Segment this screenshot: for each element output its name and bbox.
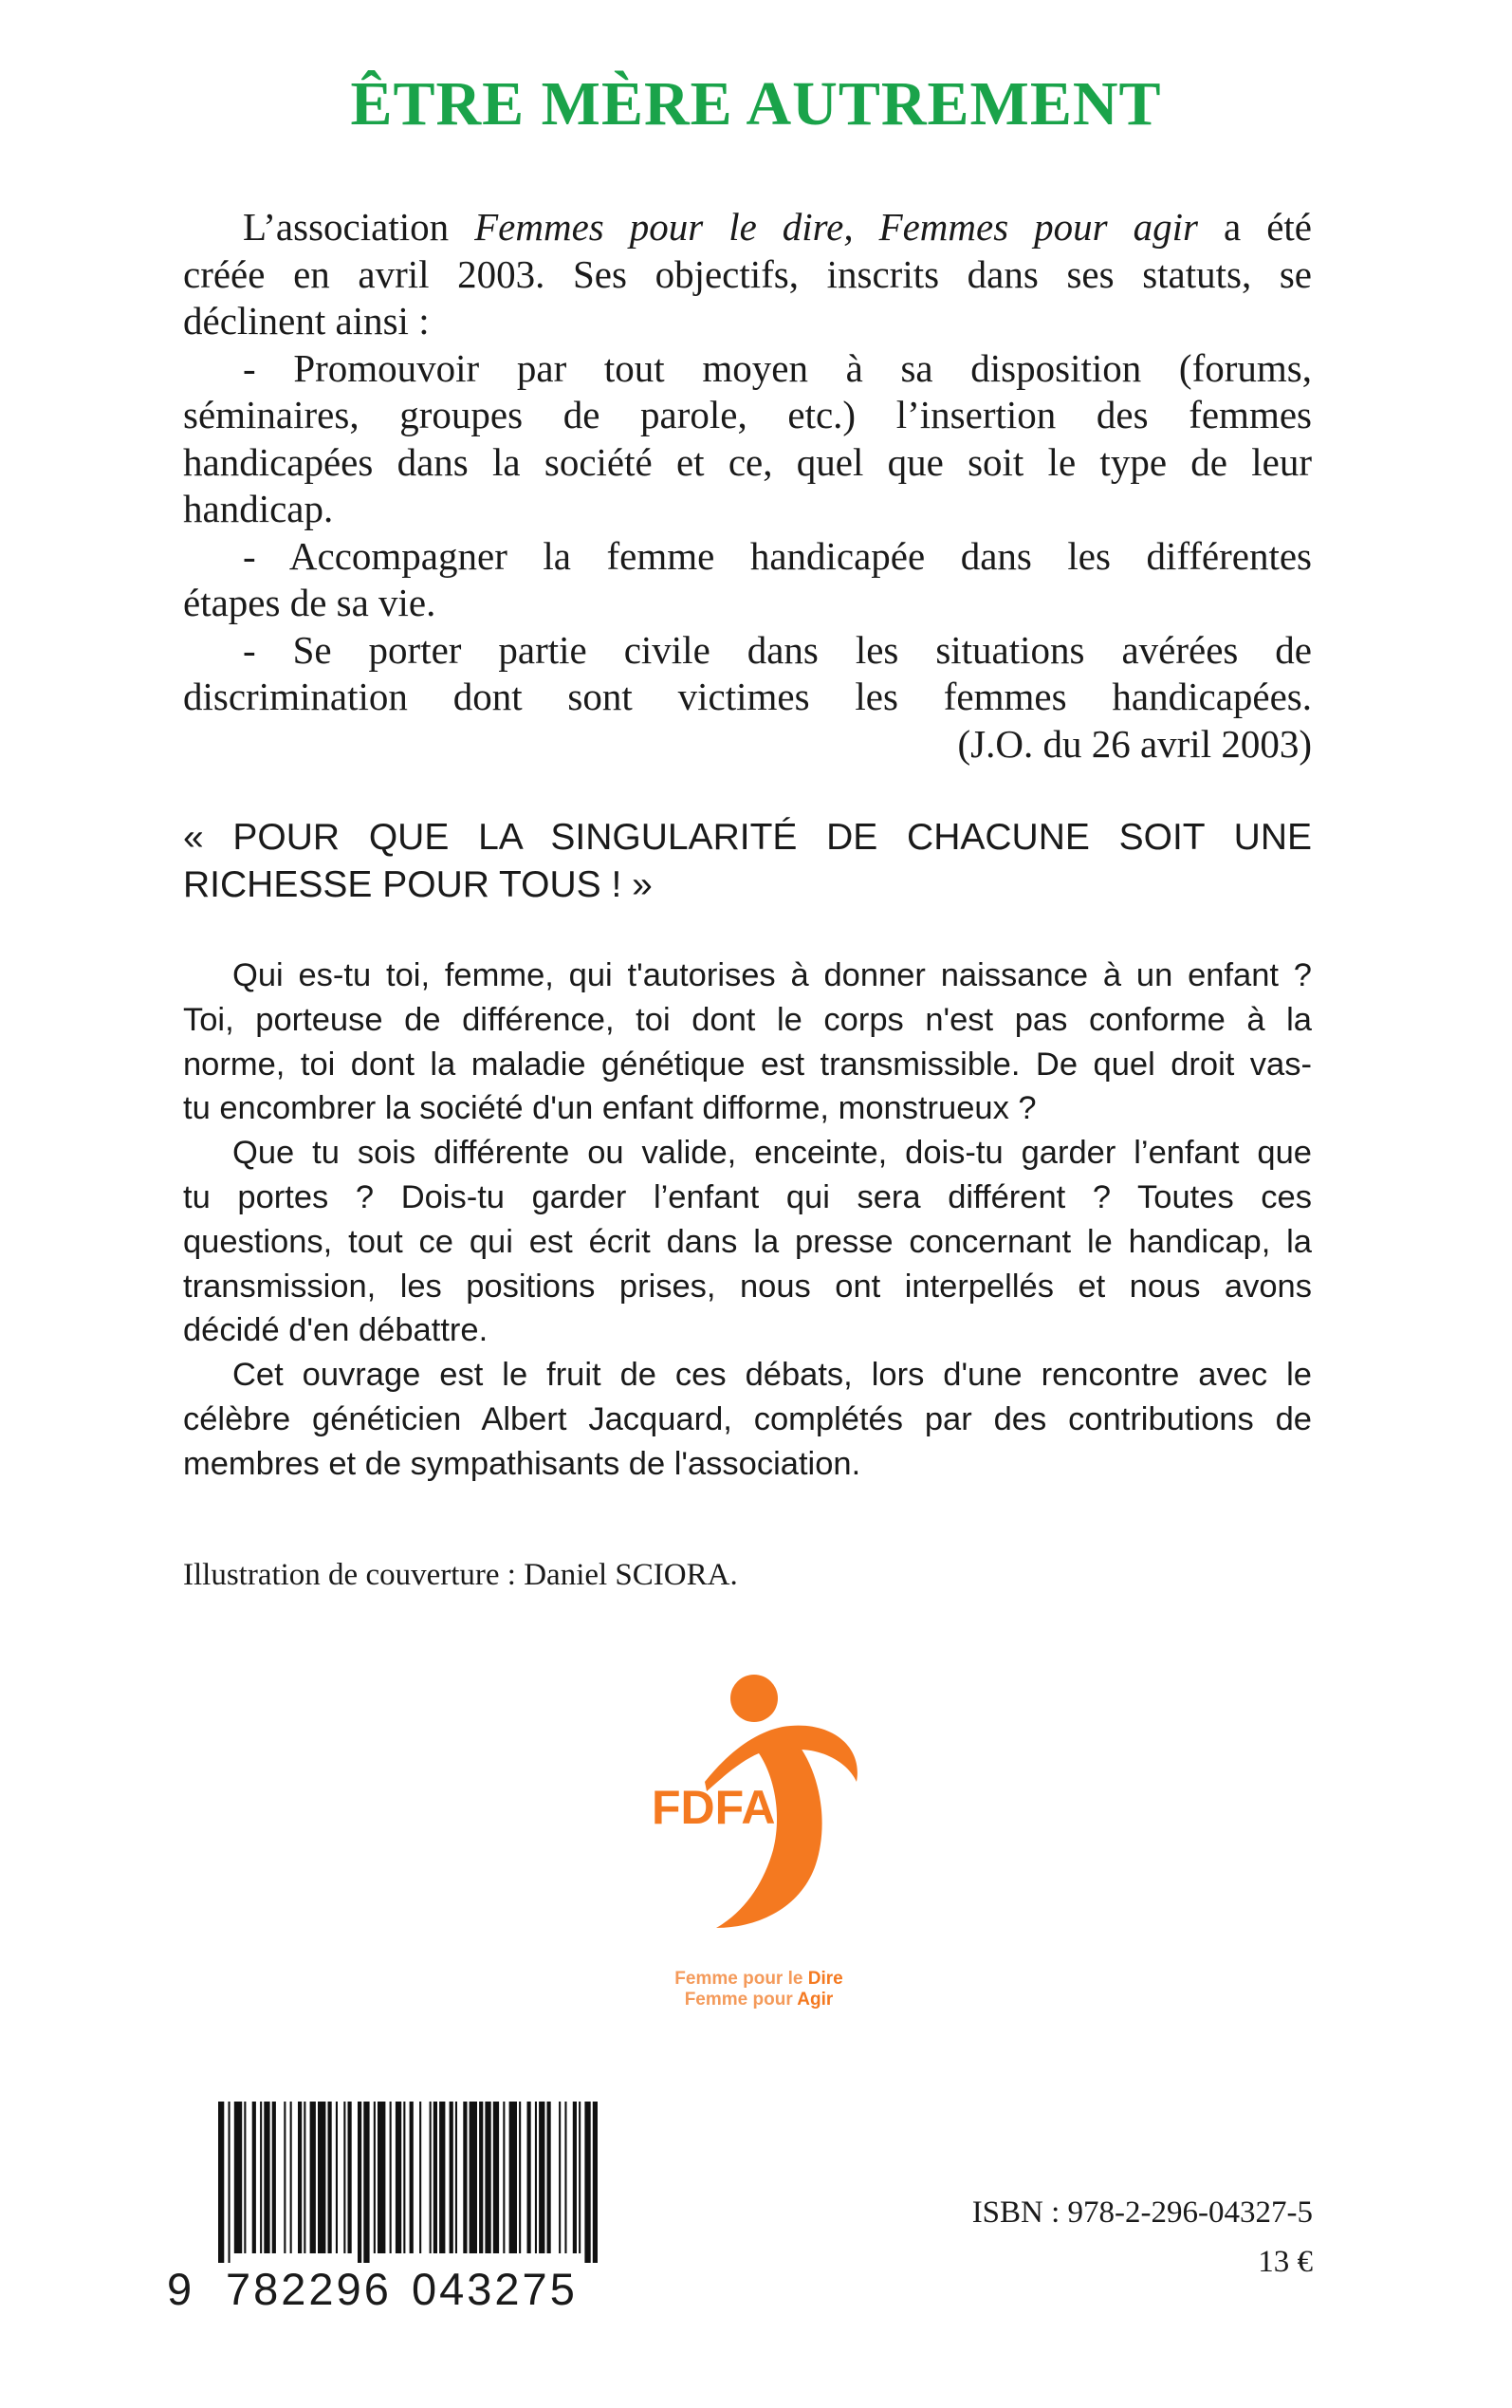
isbn-barcode — [218, 2102, 598, 2263]
slogan-line: « POUR QUE LA SINGULARITÉ DE CHACUNE SOIT UNE — [183, 817, 1312, 858]
fdfa-logo — [640, 1670, 877, 1936]
barcode-bar — [244, 2102, 246, 2253]
intro-line: séminaires, groupes de parole, etc.) l’insertion des femmes — [183, 393, 1312, 436]
barcode-bar — [450, 2102, 453, 2253]
description-paragraph-3 — [183, 1353, 1312, 1486]
barcode-bar — [310, 2102, 316, 2253]
intro-line: créée en avril 2003. Ses objectifs, inscrits dans ses statuts, se — [183, 251, 1312, 296]
barcode-bar — [410, 2102, 414, 2253]
barcode-bar — [573, 2102, 577, 2253]
barcode-bar — [304, 2102, 305, 2253]
barcode-bar — [328, 2102, 332, 2253]
barcode-digit-group: 782296 — [226, 2264, 392, 2314]
barcode-bar — [479, 2102, 483, 2253]
barcode-bar — [433, 2102, 437, 2253]
barcode-digit-group: 9 — [167, 2264, 193, 2314]
tagline-emphasis: Agir — [797, 1990, 834, 2010]
barcode-bar — [390, 2102, 392, 2253]
barcode-bar — [284, 2102, 286, 2253]
barcode-bar — [430, 2102, 432, 2253]
intro-line: discrimination dont sont victimes les femmes handicapées. — [183, 675, 1312, 718]
description-line: Qui es-tu toi, femme, qui t'autorises à donner naissance à un enfant ? — [232, 957, 1312, 993]
barcode-bar — [378, 2102, 385, 2253]
description-line: décidé d'en débattre. — [183, 1312, 489, 1349]
barcode-bar — [547, 2102, 551, 2253]
description-paragraph-1 — [183, 954, 1312, 1131]
barcode-bar — [374, 2102, 376, 2253]
barcode-bar — [403, 2102, 405, 2253]
journal-officiel-source: (J.O. du 26 avril 2003) — [957, 721, 1312, 766]
barcode-bar — [559, 2102, 561, 2253]
tagline-text: Femme pour le — [674, 1969, 808, 1989]
isbn-number: ISBN : 978-2-296-04327-5 — [971, 2195, 1313, 2230]
objective-3 — [183, 627, 1312, 721]
description-line: norme, toi dont la maladie génétique est transmissible. De quel droit vas- — [183, 1046, 1312, 1083]
barcode-bar — [336, 2102, 338, 2253]
tagline-line-1 — [569, 1969, 949, 1990]
intro-line: - Accompagner la femme handicapée dans les différentes — [243, 533, 1312, 578]
book-title: ÊTRE MÈRE AUTREMENT — [350, 69, 1162, 139]
description-line: questions, tout ce qui est écrit dans la presse concernant le handicap, la — [183, 1223, 1312, 1260]
barcode-bar — [493, 2102, 499, 2253]
barcode-bar — [584, 2102, 590, 2263]
barcode-bar — [290, 2102, 292, 2253]
barcode-bar — [218, 2102, 224, 2263]
barcode-bar — [348, 2102, 352, 2253]
barcode-bar — [439, 2102, 445, 2253]
intro-paragraph-1 — [183, 204, 1312, 345]
description-paragraph-2 — [183, 1131, 1312, 1353]
intro-line: étapes de sa vie. — [183, 581, 436, 624]
intro-line: handicapées dans la société et ce, quel que soit le type de leur — [183, 439, 1312, 484]
barcode-bar — [485, 2102, 490, 2253]
description-line: transmission, les positions prises, nous ont interpellés et nous avons — [183, 1268, 1312, 1305]
barcode-bar — [470, 2102, 477, 2253]
intro-line: - Se porter partie civile dans les situations avérées de — [243, 627, 1312, 672]
barcode-bar — [463, 2102, 467, 2253]
barcode-bar — [234, 2102, 242, 2253]
barcode-bar — [535, 2102, 537, 2253]
barcode-bar — [252, 2102, 256, 2253]
barcode-bar — [564, 2102, 566, 2253]
barcode-bar — [229, 2102, 230, 2263]
barcode-bar — [260, 2102, 262, 2253]
illustration-credit: Illustration de couverture : Daniel SCIORA. — [183, 1558, 738, 1592]
barcode-bar — [343, 2102, 345, 2253]
description-line: célèbre généticien Albert Jacquard, complétés par des contributions de — [183, 1400, 1312, 1437]
description-line: membres et de sympathisants de l'association. — [183, 1445, 861, 1482]
barcode-bar — [593, 2102, 598, 2263]
barcode-digit-group: 043275 — [412, 2264, 578, 2314]
description-line: Toi, porteuse de différence, toi dont le corps n'est pas conforme à la — [183, 1001, 1312, 1038]
barcode-bar — [455, 2102, 457, 2253]
barcode-bar — [509, 2102, 517, 2253]
tagline-line-2 — [569, 1990, 949, 2010]
logo-tagline — [569, 1969, 949, 2010]
barcode-bar — [358, 2102, 361, 2263]
barcode-bar — [272, 2102, 276, 2253]
slogan — [183, 814, 1312, 909]
description-line: Que tu sois différente ou valide, enceinte, dois-tu garder l’enfant que — [232, 1135, 1312, 1172]
slogan-line: RICHESSE POUR TOUS ! » — [183, 864, 653, 905]
price: 13 € — [1258, 2245, 1313, 2279]
barcode-bar — [396, 2102, 401, 2253]
barcode-bar — [527, 2102, 531, 2253]
barcode-bar — [363, 2102, 369, 2263]
barcode-bar — [579, 2102, 581, 2253]
tagline-text: Femme pour — [684, 1990, 798, 2010]
barcode-bar — [503, 2102, 505, 2253]
intro-line: - Promouvoir par tout moyen à sa disposition (forums, — [243, 345, 1312, 390]
barcode-bar — [539, 2102, 544, 2253]
intro-line: déclinent ainsi : — [183, 299, 430, 343]
logo-head-shape — [730, 1675, 778, 1722]
barcode-bar — [419, 2102, 421, 2253]
description-line: Cet ouvrage est le fruit de ces débats, lors d'une rencontre avec le — [232, 1357, 1312, 1394]
description-line: tu encombrer la société d'un enfant difforme, monstrueux ? — [183, 1090, 1037, 1127]
intro-line: L’association Femmes pour le dire, Femmes pour agir a été — [243, 205, 1312, 249]
objective-1 — [183, 345, 1312, 533]
tagline-emphasis: Dire — [807, 1969, 843, 1989]
barcode-bar — [519, 2102, 521, 2253]
barcode-bar — [318, 2102, 325, 2253]
barcode-bar — [264, 2102, 269, 2253]
objective-2 — [183, 533, 1312, 627]
description-line: tu portes ? Dois-tu garder l’enfant qui sera différent ? Toutes ces — [183, 1178, 1312, 1215]
intro-line: handicap. — [183, 487, 334, 530]
barcode-bar — [298, 2102, 302, 2253]
association-intro — [183, 204, 1312, 768]
logo-letters: FDFA — [652, 1781, 776, 1834]
book-description — [183, 954, 1312, 1487]
association-name: Femmes pour le dire, Femmes pour agir — [474, 205, 1198, 249]
